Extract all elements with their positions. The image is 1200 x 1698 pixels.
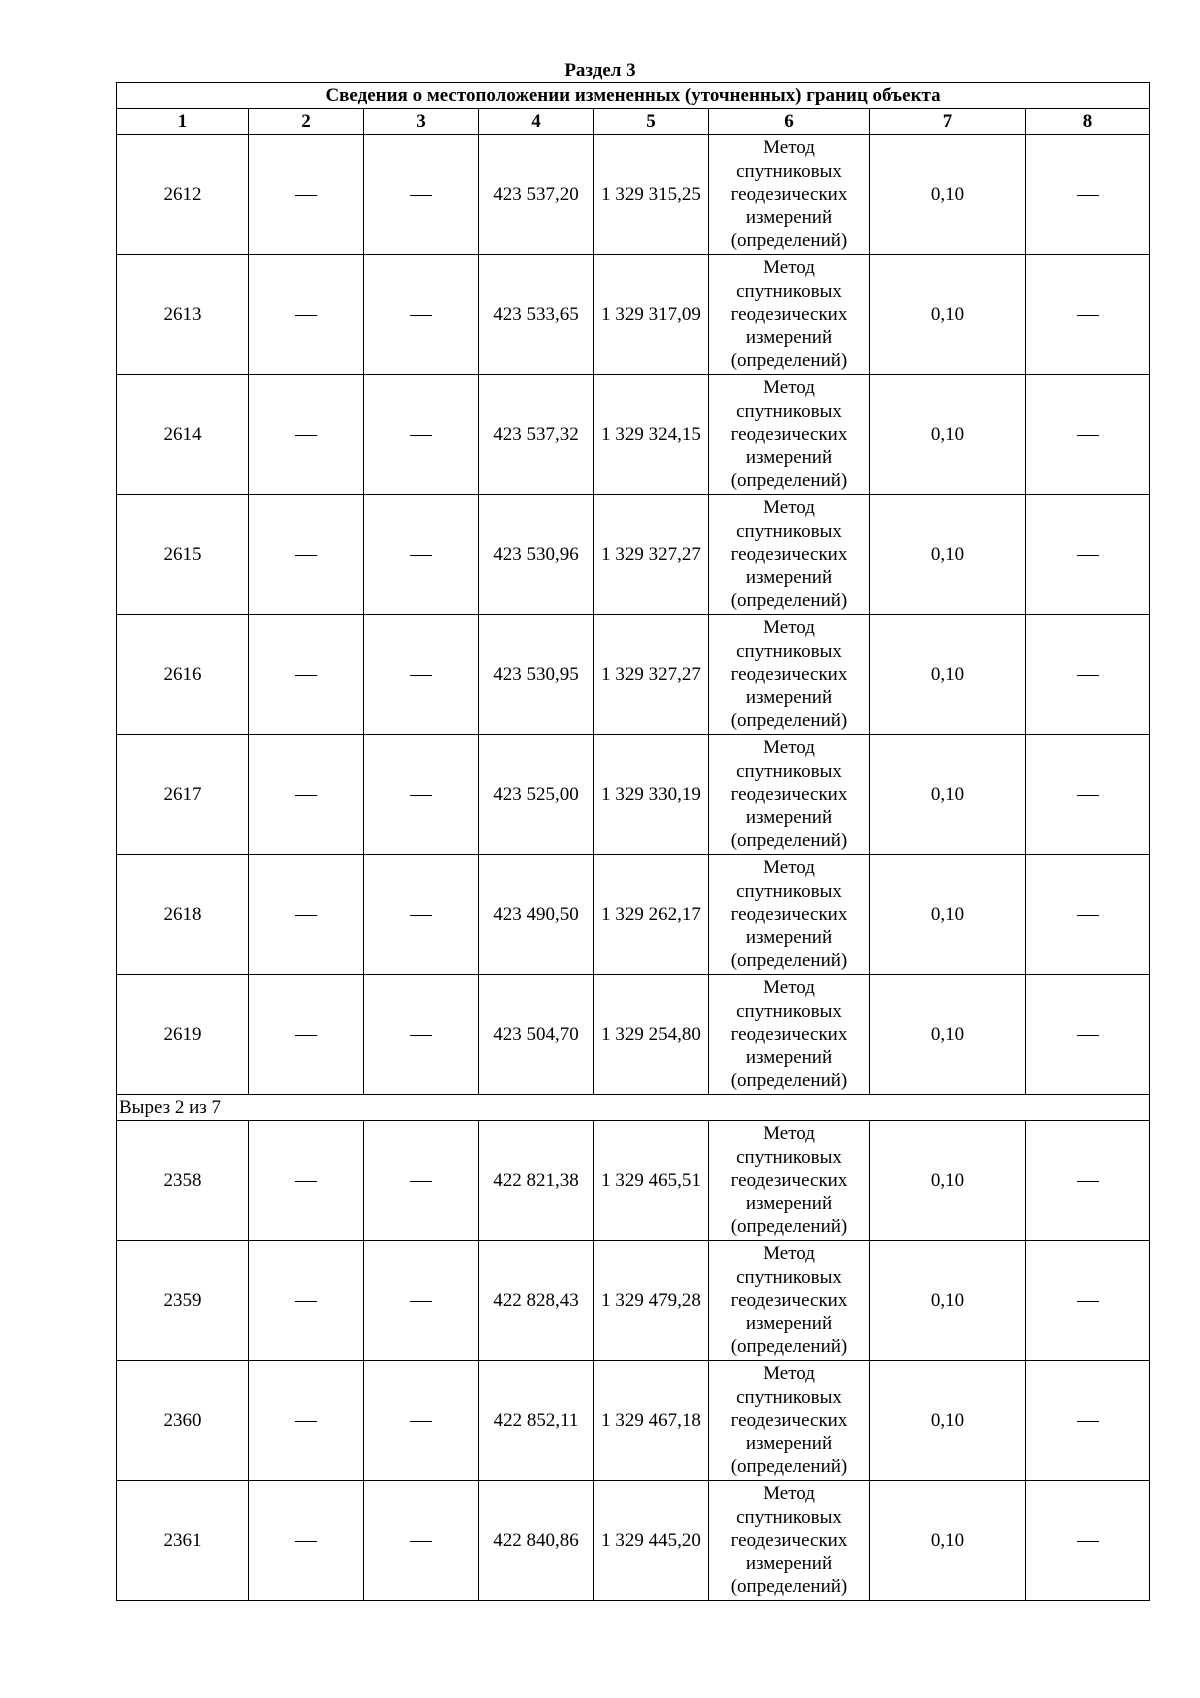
dash-mark (1077, 195, 1099, 196)
column-8-cell (1026, 1361, 1150, 1481)
column-2-cell (249, 1481, 364, 1601)
y-coordinate-cell (594, 975, 709, 1095)
cutout-heading: Вырез 2 из 7 (117, 1095, 1150, 1121)
column-3-cell (364, 375, 479, 495)
dash-mark (295, 195, 317, 196)
dash-mark (295, 1421, 317, 1422)
y-coordinate-cell (594, 855, 709, 975)
method-line: Метод (763, 617, 815, 639)
method-line: спутниковых (736, 160, 842, 182)
method-line: Метод (763, 737, 815, 759)
y-coordinate-cell (594, 255, 709, 375)
dash-mark (295, 915, 317, 916)
dash-mark (410, 1541, 432, 1542)
table-caption-row (117, 83, 1150, 109)
method-line: спутниковых (736, 1266, 842, 1288)
column-3-cell (364, 1241, 479, 1361)
dash-mark (410, 675, 432, 676)
dash-mark (1077, 1421, 1099, 1422)
column-2-cell (249, 1121, 364, 1241)
section-title: Раздел 3 (564, 60, 636, 81)
point-number-cell (117, 495, 249, 615)
column-8-cell (1026, 735, 1150, 855)
y-coordinate-cell (594, 615, 709, 735)
x-coordinate-cell (479, 1361, 594, 1481)
column-2-cell (249, 135, 364, 255)
y-coordinate-cell-text: 1 329 324,15 (601, 423, 701, 445)
x-coordinate-cell-text: 423 537,32 (493, 423, 579, 445)
column-number: 3 (364, 109, 479, 135)
dash-mark (1077, 1035, 1099, 1036)
point-number-cell-text: 2361 (163, 1529, 202, 1551)
accuracy-cell-text: 0,10 (930, 543, 965, 565)
table-row (117, 255, 1150, 375)
table-row (117, 1361, 1150, 1481)
method-cell (709, 375, 870, 495)
dash-mark (410, 795, 432, 796)
dash-mark (410, 915, 432, 916)
table-row (117, 495, 1150, 615)
table-row (117, 1241, 1150, 1361)
point-number-cell (117, 855, 249, 975)
column-8-cell (1026, 1241, 1150, 1361)
accuracy-cell (870, 615, 1026, 735)
accuracy-cell (870, 975, 1026, 1095)
method-line: измерений (745, 1433, 833, 1455)
method-line: (определений) (730, 950, 848, 972)
method-line: геодезических (730, 423, 848, 445)
method-cell (709, 255, 870, 375)
point-number-cell-text: 2617 (163, 783, 202, 805)
x-coordinate-cell-text: 423 530,95 (493, 663, 579, 685)
x-coordinate-cell (479, 1241, 594, 1361)
method-line: спутниковых (736, 400, 842, 422)
column-2-cell (249, 615, 364, 735)
method-line: Метод (763, 1483, 815, 1505)
point-number-cell (117, 255, 249, 375)
point-number-cell (117, 735, 249, 855)
dash-mark (1077, 795, 1099, 796)
table-row (117, 975, 1150, 1095)
method-line: геодезических (730, 903, 848, 925)
column-number: 8 (1026, 109, 1150, 135)
column-number-row (117, 109, 1150, 135)
method-cell (709, 735, 870, 855)
point-number-cell-text: 2615 (163, 543, 202, 565)
accuracy-cell-text: 0,10 (930, 903, 965, 925)
column-8-cell (1026, 615, 1150, 735)
method-line: измерений (745, 807, 833, 829)
method-line: геодезических (730, 543, 848, 565)
accuracy-cell-text: 0,10 (930, 303, 965, 325)
accuracy-cell (870, 135, 1026, 255)
method-cell (709, 1361, 870, 1481)
y-coordinate-cell-text: 1 329 315,25 (601, 183, 701, 205)
method-line: Метод (763, 497, 815, 519)
accuracy-cell (870, 375, 1026, 495)
dash-mark (410, 555, 432, 556)
column-number: 6 (709, 109, 870, 135)
accuracy-cell-text: 0,10 (930, 1023, 965, 1045)
method-line: геодезических (730, 1289, 848, 1311)
y-coordinate-cell (594, 375, 709, 495)
x-coordinate-cell (479, 615, 594, 735)
y-coordinate-cell-text: 1 329 262,17 (601, 903, 701, 925)
method-line: (определений) (730, 1070, 848, 1092)
accuracy-cell (870, 1361, 1026, 1481)
point-number-cell-text: 2613 (163, 303, 202, 325)
method-line: (определений) (730, 230, 848, 252)
method-line: измерений (745, 327, 833, 349)
accuracy-cell (870, 735, 1026, 855)
y-coordinate-cell (594, 1241, 709, 1361)
dash-mark (1077, 555, 1099, 556)
accuracy-cell (870, 495, 1026, 615)
method-line: Метод (763, 1243, 815, 1265)
column-number: 4 (479, 109, 594, 135)
accuracy-cell-text: 0,10 (930, 183, 965, 205)
dash-mark (410, 1301, 432, 1302)
method-line: геодезических (730, 1169, 848, 1191)
column-number: 7 (870, 109, 1026, 135)
method-line: спутниковых (736, 1386, 842, 1408)
method-line: измерений (745, 207, 833, 229)
point-number-cell (117, 1361, 249, 1481)
x-coordinate-cell (479, 135, 594, 255)
column-number: 1 (117, 109, 249, 135)
accuracy-cell-text: 0,10 (930, 1289, 965, 1311)
accuracy-cell-text: 0,10 (930, 1409, 965, 1431)
column-8-cell (1026, 855, 1150, 975)
method-line: Метод (763, 977, 815, 999)
column-3-cell (364, 1121, 479, 1241)
column-3-cell (364, 855, 479, 975)
y-coordinate-cell (594, 1361, 709, 1481)
x-coordinate-cell (479, 735, 594, 855)
dash-mark (295, 1301, 317, 1302)
method-line: геодезических (730, 183, 848, 205)
method-line: спутниковых (736, 1000, 842, 1022)
point-number-cell-text: 2614 (163, 423, 202, 445)
column-8-cell (1026, 1481, 1150, 1601)
dash-mark (1077, 915, 1099, 916)
method-line: спутниковых (736, 1506, 842, 1528)
x-coordinate-cell-text: 422 840,86 (493, 1529, 579, 1551)
dash-mark (295, 675, 317, 676)
method-line: спутниковых (736, 1146, 842, 1168)
cutout-heading-row (117, 1095, 1150, 1121)
method-line: геодезических (730, 1023, 848, 1045)
x-coordinate-cell-text: 422 828,43 (493, 1289, 579, 1311)
method-line: (определений) (730, 830, 848, 852)
method-line: Метод (763, 137, 815, 159)
column-2-cell (249, 375, 364, 495)
dash-mark (410, 435, 432, 436)
column-number: 5 (594, 109, 709, 135)
column-3-cell (364, 495, 479, 615)
y-coordinate-cell-text: 1 329 317,09 (601, 303, 701, 325)
table-row (117, 615, 1150, 735)
dash-mark (1077, 1181, 1099, 1182)
x-coordinate-cell-text: 422 852,11 (493, 1409, 579, 1431)
column-2-cell (249, 855, 364, 975)
dash-mark (295, 1541, 317, 1542)
point-number-cell (117, 1121, 249, 1241)
y-coordinate-cell (594, 135, 709, 255)
table-row (117, 1481, 1150, 1601)
point-number-cell-text: 2618 (163, 903, 202, 925)
method-line: Метод (763, 1363, 815, 1385)
x-coordinate-cell-text: 423 533,65 (493, 303, 579, 325)
table-row (117, 735, 1150, 855)
method-cell (709, 615, 870, 735)
column-2-cell (249, 1361, 364, 1481)
method-line: измерений (745, 567, 833, 589)
method-line: (определений) (730, 470, 848, 492)
x-coordinate-cell-text: 423 530,96 (493, 543, 579, 565)
method-cell (709, 495, 870, 615)
table-row (117, 1121, 1150, 1241)
dash-mark (1077, 435, 1099, 436)
column-3-cell (364, 615, 479, 735)
method-line: (определений) (730, 1336, 848, 1358)
method-line: Метод (763, 377, 815, 399)
accuracy-cell (870, 255, 1026, 375)
x-coordinate-cell-text: 422 821,38 (493, 1169, 579, 1191)
column-8-cell (1026, 135, 1150, 255)
method-cell (709, 1241, 870, 1361)
accuracy-cell (870, 1481, 1026, 1601)
y-coordinate-cell-text: 1 329 327,27 (601, 543, 701, 565)
method-line: (определений) (730, 710, 848, 732)
method-line: спутниковых (736, 760, 842, 782)
y-coordinate-cell (594, 495, 709, 615)
method-cell (709, 1121, 870, 1241)
method-line: спутниковых (736, 280, 842, 302)
column-2-cell (249, 495, 364, 615)
point-number-cell (117, 135, 249, 255)
column-3-cell (364, 255, 479, 375)
dash-mark (295, 795, 317, 796)
dash-mark (295, 435, 317, 436)
dash-mark (410, 195, 432, 196)
point-number-cell (117, 615, 249, 735)
column-3-cell (364, 975, 479, 1095)
method-line: спутниковых (736, 880, 842, 902)
table-caption: Сведения о местоположении измененных (уточненных) границ объекта (117, 83, 1150, 109)
point-number-cell-text: 2360 (163, 1409, 202, 1431)
x-coordinate-cell-text: 423 525,00 (493, 783, 579, 805)
method-line: измерений (745, 927, 833, 949)
column-3-cell (364, 1361, 479, 1481)
table-body (117, 83, 1150, 1601)
column-number: 2 (249, 109, 364, 135)
method-line: спутниковых (736, 640, 842, 662)
y-coordinate-cell-text: 1 329 327,27 (601, 663, 701, 685)
column-2-cell (249, 1241, 364, 1361)
point-number-cell-text: 2359 (163, 1289, 202, 1311)
accuracy-cell (870, 855, 1026, 975)
method-line: (определений) (730, 1576, 848, 1598)
method-cell (709, 135, 870, 255)
point-number-cell-text: 2358 (163, 1169, 202, 1191)
accuracy-cell-text: 0,10 (930, 663, 965, 685)
method-line: измерений (745, 687, 833, 709)
method-line: геодезических (730, 783, 848, 805)
table-row (117, 375, 1150, 495)
method-line: (определений) (730, 1456, 848, 1478)
method-line: геодезических (730, 1529, 848, 1551)
x-coordinate-cell-text: 423 490,50 (493, 903, 579, 925)
accuracy-cell (870, 1241, 1026, 1361)
point-number-cell (117, 1241, 249, 1361)
method-line: измерений (745, 1313, 833, 1335)
dash-mark (295, 555, 317, 556)
dash-mark (295, 1181, 317, 1182)
x-coordinate-cell (479, 1481, 594, 1601)
method-line: Метод (763, 857, 815, 879)
method-line: измерений (745, 1193, 833, 1215)
point-number-cell-text: 2612 (163, 183, 202, 205)
dash-mark (410, 315, 432, 316)
accuracy-cell-text: 0,10 (930, 423, 965, 445)
method-line: геодезических (730, 663, 848, 685)
dash-mark (1077, 315, 1099, 316)
dash-mark (410, 1035, 432, 1036)
point-number-cell-text: 2616 (163, 663, 202, 685)
method-line: геодезических (730, 303, 848, 325)
point-number-cell (117, 375, 249, 495)
x-coordinate-cell (479, 375, 594, 495)
y-coordinate-cell-text: 1 329 467,18 (601, 1409, 701, 1431)
y-coordinate-cell-text: 1 329 465,51 (601, 1169, 701, 1191)
dash-mark (1077, 675, 1099, 676)
column-2-cell (249, 255, 364, 375)
column-2-cell (249, 975, 364, 1095)
accuracy-cell-text: 0,10 (930, 1169, 965, 1191)
y-coordinate-cell (594, 735, 709, 855)
boundary-coordinates-table (116, 82, 1150, 1601)
point-number-cell (117, 1481, 249, 1601)
column-3-cell (364, 135, 479, 255)
method-line: измерений (745, 1553, 833, 1575)
x-coordinate-cell (479, 855, 594, 975)
method-line: (определений) (730, 590, 848, 612)
dash-mark (295, 315, 317, 316)
y-coordinate-cell (594, 1481, 709, 1601)
y-coordinate-cell (594, 1121, 709, 1241)
y-coordinate-cell-text: 1 329 254,80 (601, 1023, 701, 1045)
column-3-cell (364, 1481, 479, 1601)
dash-mark (410, 1181, 432, 1182)
column-8-cell (1026, 255, 1150, 375)
y-coordinate-cell-text: 1 329 330,19 (601, 783, 701, 805)
method-line: спутниковых (736, 520, 842, 542)
method-cell (709, 1481, 870, 1601)
column-8-cell (1026, 975, 1150, 1095)
dash-mark (410, 1421, 432, 1422)
accuracy-cell-text: 0,10 (930, 1529, 965, 1551)
x-coordinate-cell (479, 255, 594, 375)
method-line: Метод (763, 1123, 815, 1145)
y-coordinate-cell-text: 1 329 445,20 (601, 1529, 701, 1551)
method-cell (709, 975, 870, 1095)
accuracy-cell (870, 1121, 1026, 1241)
column-3-cell (364, 735, 479, 855)
x-coordinate-cell (479, 1121, 594, 1241)
x-coordinate-cell (479, 495, 594, 615)
table-row (117, 135, 1150, 255)
table-row (117, 855, 1150, 975)
x-coordinate-cell-text: 423 537,20 (493, 183, 579, 205)
method-line: геодезических (730, 1409, 848, 1431)
column-8-cell (1026, 495, 1150, 615)
dash-mark (295, 1035, 317, 1036)
x-coordinate-cell-text: 423 504,70 (493, 1023, 579, 1045)
column-2-cell (249, 735, 364, 855)
point-number-cell-text: 2619 (163, 1023, 202, 1045)
column-8-cell (1026, 375, 1150, 495)
dash-mark (1077, 1541, 1099, 1542)
x-coordinate-cell (479, 975, 594, 1095)
column-8-cell (1026, 1121, 1150, 1241)
point-number-cell (117, 975, 249, 1095)
method-line: измерений (745, 1047, 833, 1069)
method-line: Метод (763, 257, 815, 279)
method-line: (определений) (730, 350, 848, 372)
dash-mark (1077, 1301, 1099, 1302)
y-coordinate-cell-text: 1 329 479,28 (601, 1289, 701, 1311)
method-line: (определений) (730, 1216, 848, 1238)
method-cell (709, 855, 870, 975)
accuracy-cell-text: 0,10 (930, 783, 965, 805)
method-line: измерений (745, 447, 833, 469)
